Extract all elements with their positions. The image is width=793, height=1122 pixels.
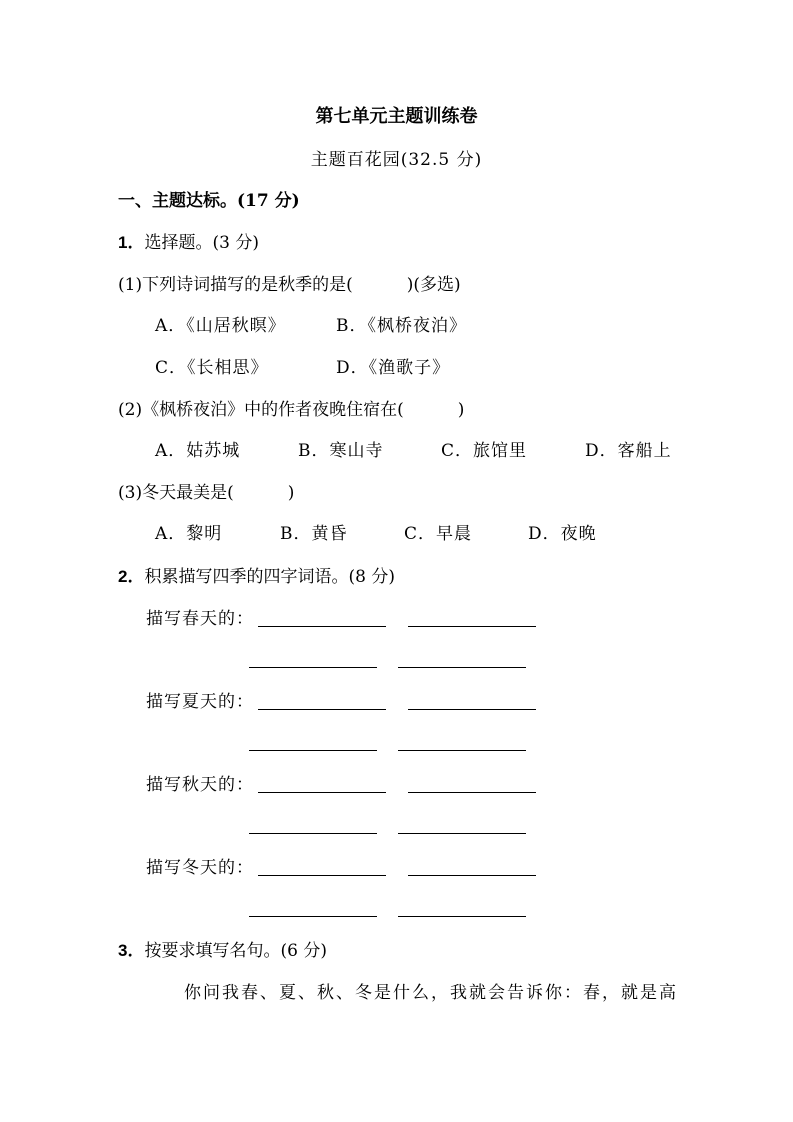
sub-question-1 xyxy=(118,274,461,296)
question-number: 1． xyxy=(118,233,145,252)
season-label-autumn: 描写秋天的： xyxy=(146,775,254,795)
question-3 xyxy=(118,940,327,962)
stem-post: )(多选) xyxy=(406,275,461,295)
option-d: D．夜晚 xyxy=(528,524,597,544)
option-d: D．《渔歌子》 xyxy=(336,358,451,378)
question-1 xyxy=(118,232,259,254)
sub-question-3 xyxy=(118,482,294,504)
option-c: C．《长相思》 xyxy=(155,358,269,378)
fill-blank[interactable] xyxy=(408,626,536,627)
fill-blank[interactable] xyxy=(258,875,386,876)
season-label-summer: 描写夏天的： xyxy=(146,692,254,712)
fill-blank[interactable] xyxy=(249,833,377,834)
option-c: C．旅馆里 xyxy=(441,441,528,461)
fill-blank[interactable] xyxy=(258,626,386,627)
fill-blank[interactable] xyxy=(249,750,377,751)
option-d: D．客船上 xyxy=(585,441,672,461)
option-c: C．早晨 xyxy=(404,524,473,544)
stem-pre: (3)冬天最美是( xyxy=(118,483,234,503)
option-b: B．《枫桥夜泊》 xyxy=(336,316,467,336)
fill-blank[interactable] xyxy=(249,916,377,917)
stem-post: ) xyxy=(457,400,465,420)
page-subtitle: 主题百花园(32.5 分) xyxy=(310,150,483,170)
fill-blank[interactable] xyxy=(249,667,377,668)
stem-post: ) xyxy=(287,483,295,503)
question-number: 2． xyxy=(118,567,145,586)
question-2 xyxy=(118,566,395,588)
fill-blank[interactable] xyxy=(398,667,526,668)
question-text: 选择题。(3 分) xyxy=(144,233,259,253)
season-label-spring: 描写春天的： xyxy=(146,609,254,629)
fill-blank[interactable] xyxy=(408,709,536,710)
question-text: 积累描写四季的四字词语。(8 分) xyxy=(144,567,395,587)
passage-text: 你问我春、夏、秋、冬是什么，我就会告诉你：春，就是高 xyxy=(184,983,678,1003)
option-a: A．《山居秋暝》 xyxy=(155,316,286,336)
season-label-winter: 描写冬天的： xyxy=(146,858,254,878)
option-b: B．黄昏 xyxy=(280,524,348,544)
stem-pre: (1)下列诗词描写的是秋季的是( xyxy=(118,275,353,295)
page-title: 第七单元主题训练卷 xyxy=(315,106,478,127)
fill-blank[interactable] xyxy=(398,750,526,751)
stem-pre: (2)《枫桥夜泊》中的作者夜晚住宿在( xyxy=(118,400,404,420)
fill-blank[interactable] xyxy=(258,792,386,793)
fill-blank[interactable] xyxy=(408,875,536,876)
option-b: B．寒山寺 xyxy=(298,441,384,461)
fill-blank[interactable] xyxy=(408,792,536,793)
option-a: A．黎明 xyxy=(155,524,223,544)
fill-blank[interactable] xyxy=(258,709,386,710)
sub-question-2 xyxy=(118,399,464,421)
question-text: 按要求填写名句。(6 分) xyxy=(144,941,327,961)
fill-blank[interactable] xyxy=(398,833,526,834)
fill-blank[interactable] xyxy=(398,916,526,917)
question-number: 3． xyxy=(118,941,145,960)
section-heading: 一、主题达标。(17 分) xyxy=(118,191,300,211)
option-a: A．姑苏城 xyxy=(155,441,241,461)
